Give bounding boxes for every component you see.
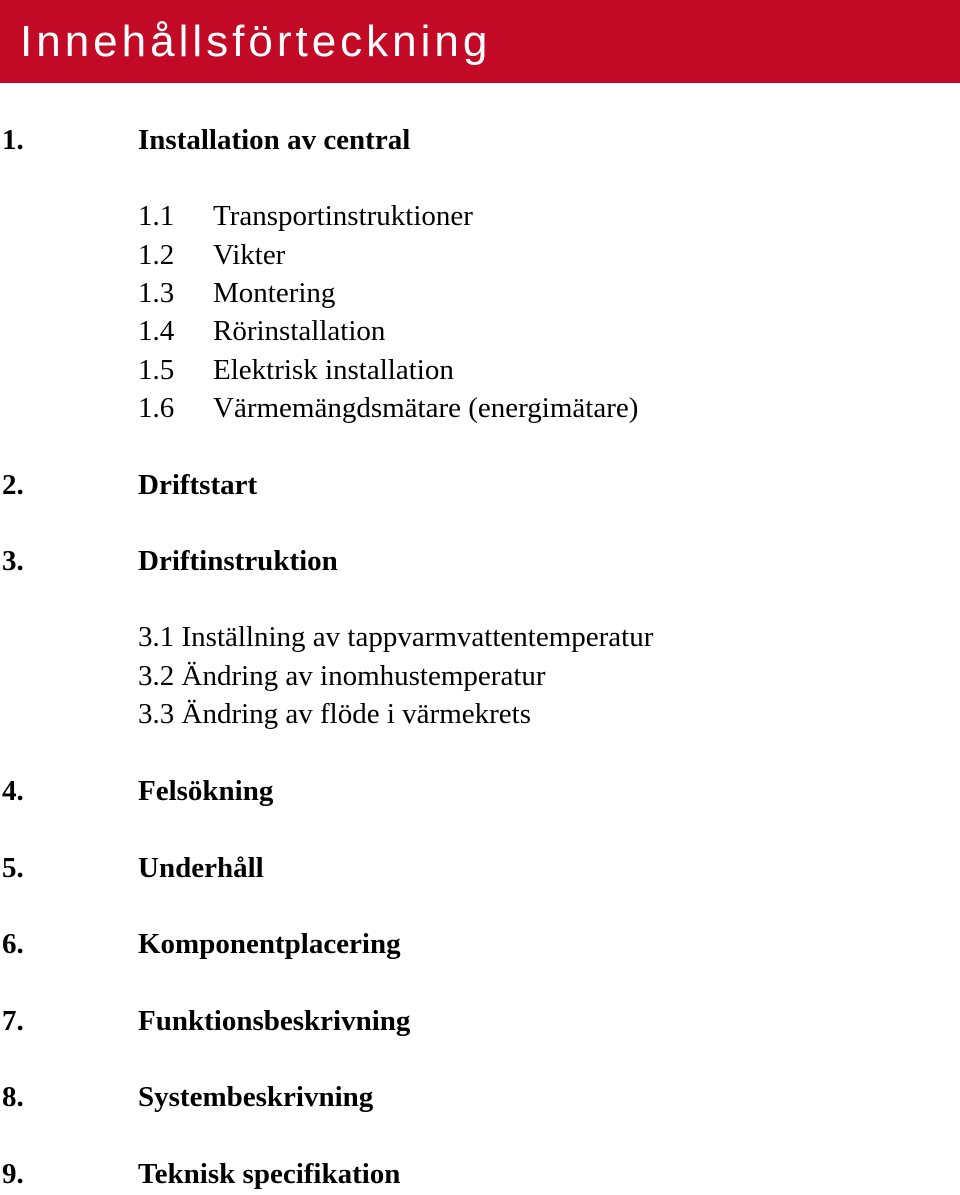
- toc-subsection-number: 1.3: [138, 277, 175, 309]
- toc-subsection-text: 3.2 Ändring av inomhustemperatur: [138, 660, 546, 692]
- toc-section-number: 1.: [2, 124, 24, 156]
- toc-section-label: Felsökning: [138, 775, 274, 807]
- toc-subsection-label: Transportinstruktioner: [213, 200, 473, 232]
- toc-subsection-label: Montering: [213, 277, 336, 309]
- title-bar: [0, 0, 960, 83]
- toc-section-number: 2.: [2, 469, 24, 501]
- toc-subsection-number: 1.4: [138, 315, 175, 347]
- toc-subsection-label: Värmemängdsmätare (energimätare): [213, 392, 639, 424]
- toc-subsection-text: 3.3 Ändring av flöde i värmekrets: [138, 698, 532, 730]
- toc-subsection-text: 3.1 Inställning av tappvarmvattentemperatur: [138, 621, 654, 653]
- toc-section-label: Systembeskrivning: [138, 1081, 374, 1113]
- toc-section-number: 3.: [2, 545, 24, 577]
- toc-subsection-label: Elektrisk installation: [213, 354, 454, 386]
- toc-section-number: 5.: [2, 852, 24, 884]
- toc-section-label: Driftstart: [138, 469, 258, 501]
- toc-section-number: 4.: [2, 775, 24, 807]
- toc-section-number: 7.: [2, 1005, 24, 1037]
- toc-section-label: Underhåll: [138, 852, 264, 884]
- toc-subsection-label: Rörinstallation: [213, 315, 386, 347]
- toc-section-label: Komponentplacering: [138, 928, 401, 960]
- toc-subsection-number: 1.5: [138, 354, 175, 386]
- toc-subsection-number: 1.1: [138, 200, 175, 232]
- toc-section-label: Installation av central: [138, 124, 411, 156]
- toc-section-number: 8.: [2, 1081, 24, 1113]
- toc-section-label: Driftinstruktion: [138, 545, 338, 577]
- page-title: Innehållsförteckning: [20, 17, 492, 66]
- toc-section-number: 9.: [2, 1158, 24, 1190]
- toc-section-label: Funktionsbeskrivning: [138, 1005, 411, 1037]
- toc-subsection-number: 1.6: [138, 392, 175, 424]
- toc-subsection-label: Vikter: [213, 239, 286, 271]
- toc-section-label: Teknisk specifikation: [138, 1158, 401, 1190]
- toc-subsection-number: 1.2: [138, 239, 175, 271]
- toc-section-number: 6.: [2, 928, 24, 960]
